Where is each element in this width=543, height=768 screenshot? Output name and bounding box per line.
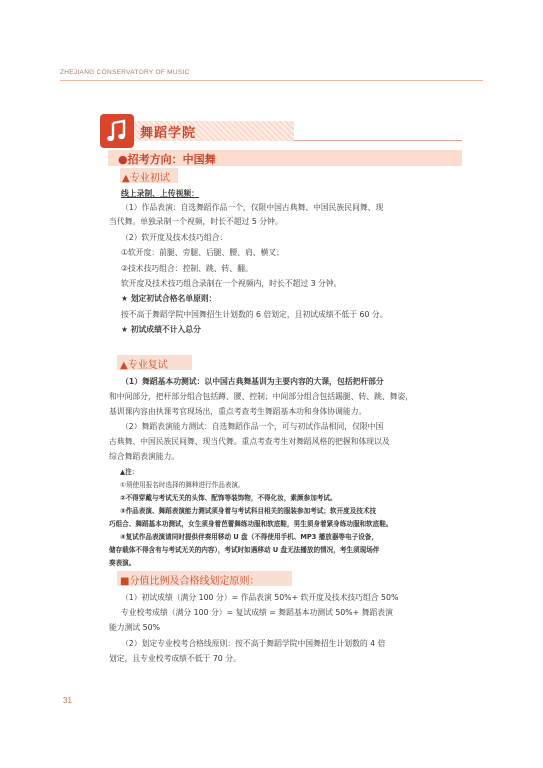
department-banner: [100, 114, 462, 148]
retest-line-2: 和中间部分，把杆部分组合包括蹲、腰、控制；中间部分组合包括踢腿、转、跳、舞姿，: [109, 392, 414, 401]
music-note-icon: [100, 114, 134, 148]
page-header: ZHEJIANG CONSERVATORY OF MUSIC: [60, 69, 190, 76]
note-line-4: 巧组合、舞蹈基本功测试，女生须身着芭蕾舞练功服和软底鞋，男生须身着紧身练功服和软底鞋。: [109, 520, 393, 528]
note-line-7: 奏表演。: [109, 559, 136, 567]
department-title: 舞蹈学院: [140, 126, 197, 141]
retest-line-1: （1）舞蹈基本功测试：以中国古典舞基训为主要内容的大课，包括把杆部分: [121, 377, 384, 386]
ratio-heading: ■分值比例及合格线划定原则：: [120, 576, 260, 587]
initial-line-8: ★ 划定初试合格名单原则：: [121, 294, 217, 303]
initial-line-2: （1）作品表演：自选舞蹈作品一个，仅限中国古典舞、中国民族民间舞、现: [121, 203, 384, 212]
note-line-2: ②不得穿戴与考试无关的头饰、配饰等装饰物，不得化妆，素颜参加考试。: [120, 494, 337, 502]
department-underline: [294, 140, 462, 141]
ratio-line-4: （2）划定专业校考合格线原则：按不高于舞蹈学院中国舞招生计划数的 4 倍: [121, 639, 386, 648]
ratio-line-2: 专业校考成绩（满分 100 分）= 复试成绩 = 舞蹈基本功测试 50%+ 舞蹈表演: [121, 608, 393, 617]
initial-line-6: ②技术技巧组合：控制、跳、转、翻。: [121, 264, 253, 273]
initial-heading: ▲专业初试: [122, 173, 170, 184]
page-number: 31: [63, 696, 72, 705]
retest-line-3: 基训课内容由执课考官现场出，重点考查考生舞蹈基本功和身体协调能力。: [109, 407, 367, 416]
initial-line-7: 软开度及技术技巧组合录制在一个视频内，时长不超过 3 分钟。: [121, 279, 342, 288]
initial-line-5: ①软开度：前腿、旁腿、后腿、腰、肩、横叉；: [121, 248, 284, 257]
retest-line-6: 综合舞蹈表演能力。: [109, 452, 180, 461]
initial-line-3: 当代舞。单独录制一个视频，时长不超过 5 分钟。: [109, 217, 283, 226]
note-line-6: 储存载体不得含有与考试无关的内容），考试时如遇移动 U 盘无法播放的情况，考生须现场伴: [109, 546, 380, 554]
ratio-line-3: 能力测试 50%: [109, 623, 160, 632]
header-rule: [60, 80, 483, 81]
direction-heading: ●招考方向：中国舞: [118, 153, 216, 166]
note-line-5: ④复试作品表演请同时提供伴奏用移动 U 盘（不得使用手机、MP3 播放器等电子设备，: [120, 533, 378, 541]
retest-line-4: （2）舞蹈表演能力测试：自选舞蹈作品一个，可与初试作品相同，仅限中国: [121, 422, 384, 431]
initial-line-10: ★ 初试成绩不计入总分: [121, 325, 201, 334]
note-line-1: ①须使用报名时选择的舞种进行作品表演。: [120, 481, 245, 489]
note-line-3: ③作品表演、舞蹈表演能力测试须身着与考试科目相关的服装参加考试；软开度及技术技: [120, 507, 377, 515]
retest-heading: ▲专业复试: [120, 360, 168, 371]
notes-label: ▲注：: [120, 468, 139, 476]
retest-line-5: 古典舞、中国民族民间舞、现当代舞。重点考查考生对舞蹈风格的把握和体现以及: [109, 437, 390, 446]
ratio-line-1: （1）初试成绩（满分 100 分）= 作品表演 50%+ 软开度及技术技巧组合 50%: [121, 593, 399, 602]
initial-line-9: 按不高于舞蹈学院中国舞招生计划数的 6 倍划定，且初试成绩不低于 60 分。: [121, 310, 388, 319]
ratio-line-5: 划定，且专业校考成绩不低于 70 分。: [109, 654, 241, 663]
initial-line-1: 线上录制、上传视频：: [121, 189, 199, 198]
initial-line-4: （2）软开度及技术技巧组合：: [121, 233, 228, 242]
